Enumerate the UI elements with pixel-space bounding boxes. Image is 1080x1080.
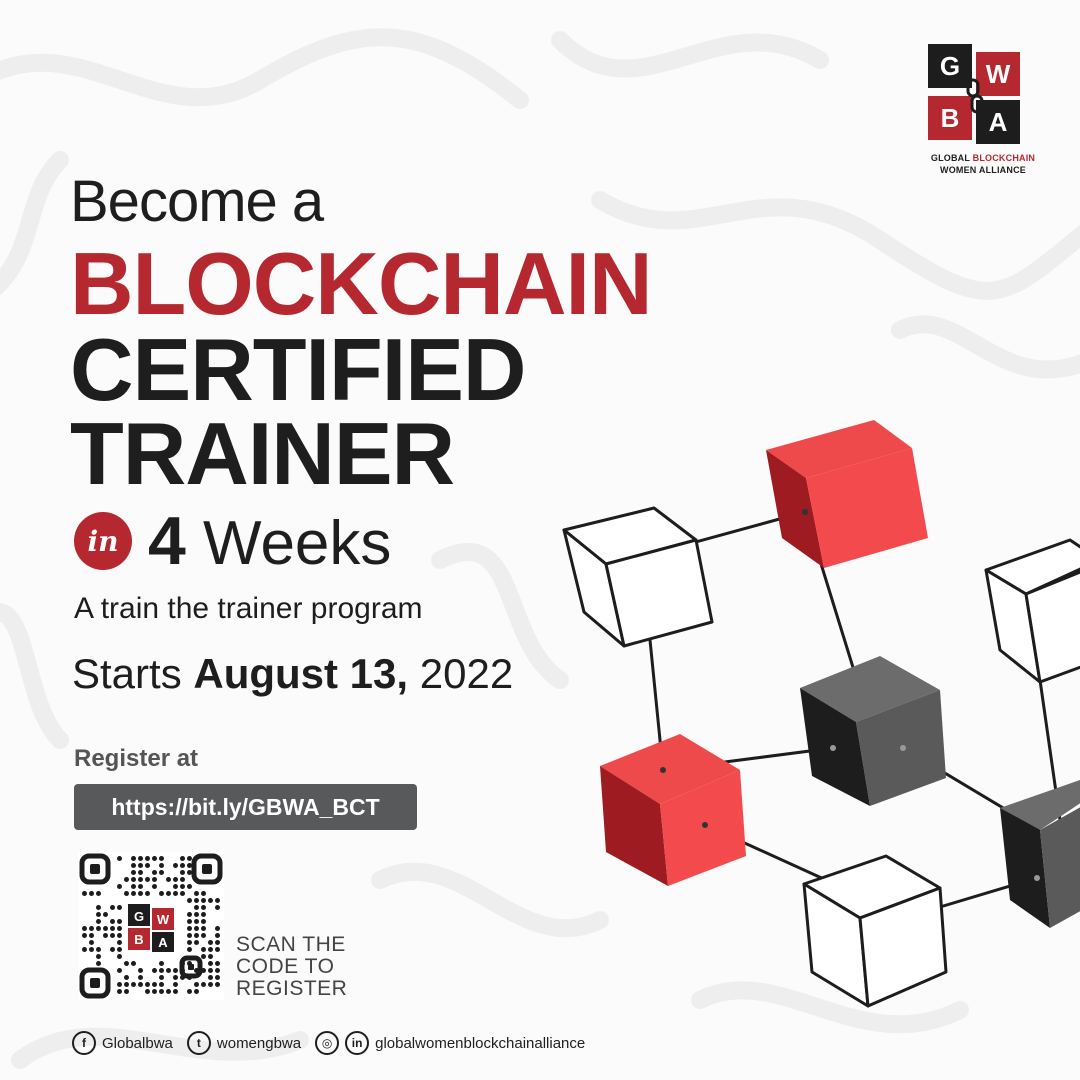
qr-module [159,961,164,966]
qr-module [194,926,199,931]
qr-module [208,940,213,945]
qr-module [187,912,192,917]
qr-module [166,891,171,896]
qr-module [180,884,185,889]
qr-module [96,947,101,952]
qr-module [131,961,136,966]
start-year: 2022 [408,650,514,697]
qr-module [117,884,122,889]
qr-module [159,870,164,875]
qr-module [180,877,185,882]
headline-blockchain: BLOCKCHAIN [70,234,652,333]
qr-logo-b: B [134,932,144,947]
scan-caption-line: CODE TO [236,955,335,978]
qr-module [201,919,206,924]
qr-module [131,856,136,861]
qr-module [131,884,136,889]
qr-module [117,989,122,994]
headline-certified: CERTIFIED [70,320,526,419]
brand-name-global: GLOBAL [930,153,970,163]
qr-module [159,968,164,973]
qr-module [152,884,157,889]
qr-module [89,947,94,952]
qr-module [173,877,178,882]
qr-logo-w: W [156,912,170,927]
qr-module [110,926,115,931]
qr-module [82,891,87,896]
qr-module [215,933,220,938]
qr-module [159,982,164,987]
scan-caption-line: SCAN THE [236,933,346,956]
linkedin-icon[interactable]: in [345,1031,369,1055]
qr-module [152,968,157,973]
scan-caption-line: REGISTER [236,977,348,1000]
qr-module [145,863,150,868]
qr-module [201,982,206,987]
linkedin-handle[interactable]: globalwomenblockchainalliance [375,1034,586,1052]
qr-module [173,975,178,980]
qr-module [166,989,171,994]
qr-module [187,870,192,875]
qr-module [138,877,143,882]
qr-module [215,947,220,952]
qr-module [145,856,150,861]
qr-module [145,877,150,882]
duration-number: 4 [148,503,186,579]
qr-module [159,856,164,861]
qr-module [117,954,122,959]
qr-module [117,919,122,924]
qr-module [117,933,122,938]
qr-module [96,961,101,966]
qr-module [131,863,136,868]
in-badge: in [74,512,132,570]
logo-letter-a: A [976,100,1020,144]
brand-name [918,152,1048,176]
twitter-handle[interactable]: womengbwa [216,1034,302,1052]
qr-module [152,982,157,987]
facebook-icon[interactable]: f [72,1031,96,1055]
twitter-icon[interactable]: t [187,1031,211,1055]
register-label: Register at [74,745,199,772]
qr-module [138,982,143,987]
qr-module [173,884,178,889]
qr-module [201,947,206,952]
qr-module [89,891,94,896]
qr-module [145,891,150,896]
qr-module [89,940,94,945]
qr-module [96,905,101,910]
register-url-link[interactable]: https://bit.ly/GBWA_BCT [74,784,417,830]
tagline: A train the trainer program [74,592,423,625]
qr-module [103,933,108,938]
qr-module [124,877,129,882]
qr-module [152,856,157,861]
social-links [72,1030,599,1056]
qr-module [82,947,87,952]
qr-module [89,933,94,938]
qr-module [152,989,157,994]
qr-module [117,982,122,987]
cube-gray [1000,780,1080,928]
qr-module [215,975,220,980]
logo-letter-b: B [928,96,972,140]
qr-module [208,961,213,966]
instagram-icon[interactable]: ◎ [315,1031,339,1055]
duration-text [148,502,391,580]
qr-module [215,982,220,987]
qr-module [138,870,143,875]
qr-module [159,863,164,868]
duration-unit: Weeks [185,509,392,578]
qr-module [166,877,171,882]
qr-module [187,863,192,868]
qr-module [138,891,143,896]
qr-module [131,870,136,875]
qr-module [194,898,199,903]
qr-module [201,891,206,896]
scan-caption [236,934,347,1000]
qr-module [145,982,150,987]
cube-white [804,856,946,1006]
qr-module [187,884,192,889]
qr-logo-g: G [133,909,145,924]
qr-module [124,989,129,994]
qr-module [124,961,129,966]
qr-module [145,989,150,994]
qr-module [194,940,199,945]
qr-module [194,933,199,938]
qr-module [131,982,136,987]
qr-module [187,898,192,903]
qr-module [110,905,115,910]
qr-module [103,912,108,917]
qr-module [159,989,164,994]
start-date-bold: August 13, [193,650,409,697]
qr-module [208,954,213,959]
cube-gray [800,656,946,806]
qr-module [96,912,101,917]
qr-module [173,891,178,896]
cube-red [766,420,928,568]
facebook-handle[interactable]: Globalbwa [102,1034,173,1052]
qr-module [96,954,101,959]
qr-module [194,891,199,896]
qr-module [96,891,101,896]
qr-module [96,919,101,924]
qr-module [201,933,206,938]
qr-module [194,989,199,994]
qr-module [96,926,101,931]
qr-module [208,947,213,952]
qr-module [152,877,157,882]
qr-module [215,968,220,973]
qr-module [173,968,178,973]
qr-module [138,863,143,868]
qr-module [187,933,192,938]
qr-module [187,940,192,945]
qr-module [138,968,143,973]
qr-module [180,863,185,868]
qr-module [201,912,206,917]
qr-module [201,926,206,931]
qr-code-icon[interactable] [78,852,224,1000]
qr-module [187,856,192,861]
qr-module [117,856,122,861]
start-prefix: Starts [72,650,194,697]
qr-module [82,926,87,931]
cube-red [600,734,746,886]
qr-module [138,884,143,889]
qr-module [194,912,199,917]
qr-module [215,898,220,903]
logo-letter-w: W [976,52,1020,96]
qr-module [187,919,192,924]
qr-module [117,947,122,952]
qr-module [215,961,220,966]
cube-white [564,508,712,646]
brand-name-line2: WOMEN ALLIANCE [940,165,1026,175]
qr-module [215,940,220,945]
qr-module [180,856,185,861]
qr-module [110,933,115,938]
qr-module [138,975,143,980]
qr-module [124,891,129,896]
qr-module [215,926,220,931]
qr-module [173,863,178,868]
qr-module [124,975,129,980]
qr-module [138,856,143,861]
logo-letter-g: G [928,44,972,88]
qr-module [152,870,157,875]
qr-module [166,968,171,973]
headline-trainer: TRAINER [70,404,455,503]
qr-module [159,975,164,980]
qr-module [173,989,178,994]
qr-module [215,905,220,910]
qr-module [82,933,87,938]
qr-module [208,975,213,980]
qr-module [201,954,206,959]
qr-module [187,947,192,952]
blockchain-cubes-illustration [540,420,1080,1040]
qr-module [208,982,213,987]
qr-module [117,968,122,973]
qr-module [208,898,213,903]
qr-module [201,905,206,910]
cube-white [986,540,1080,682]
qr-module [173,982,178,987]
qr-module [201,898,206,903]
brand-name-blockchain: BLOCKCHAIN [972,153,1036,163]
qr-module [117,926,122,931]
qr-module [131,877,136,882]
qr-module [103,926,108,931]
qr-module [110,947,115,952]
qr-module [180,891,185,896]
start-date [72,650,513,698]
qr-module [117,940,122,945]
qr-module [117,905,122,910]
qr-module [180,870,185,875]
qr-module [159,891,164,896]
qr-module [89,926,94,931]
qr-module [194,919,199,924]
qr-logo-a: A [158,935,168,950]
qr-module [208,968,213,973]
qr-module [194,982,199,987]
qr-module [194,905,199,910]
qr-module [131,891,136,896]
headline-become: Become a [70,169,324,234]
gbwa-logo-icon [928,44,1020,144]
chain-link-icon [964,78,986,114]
qr-module [110,919,115,924]
qr-module [187,926,192,931]
qr-module [187,989,192,994]
qr-module [124,982,129,987]
